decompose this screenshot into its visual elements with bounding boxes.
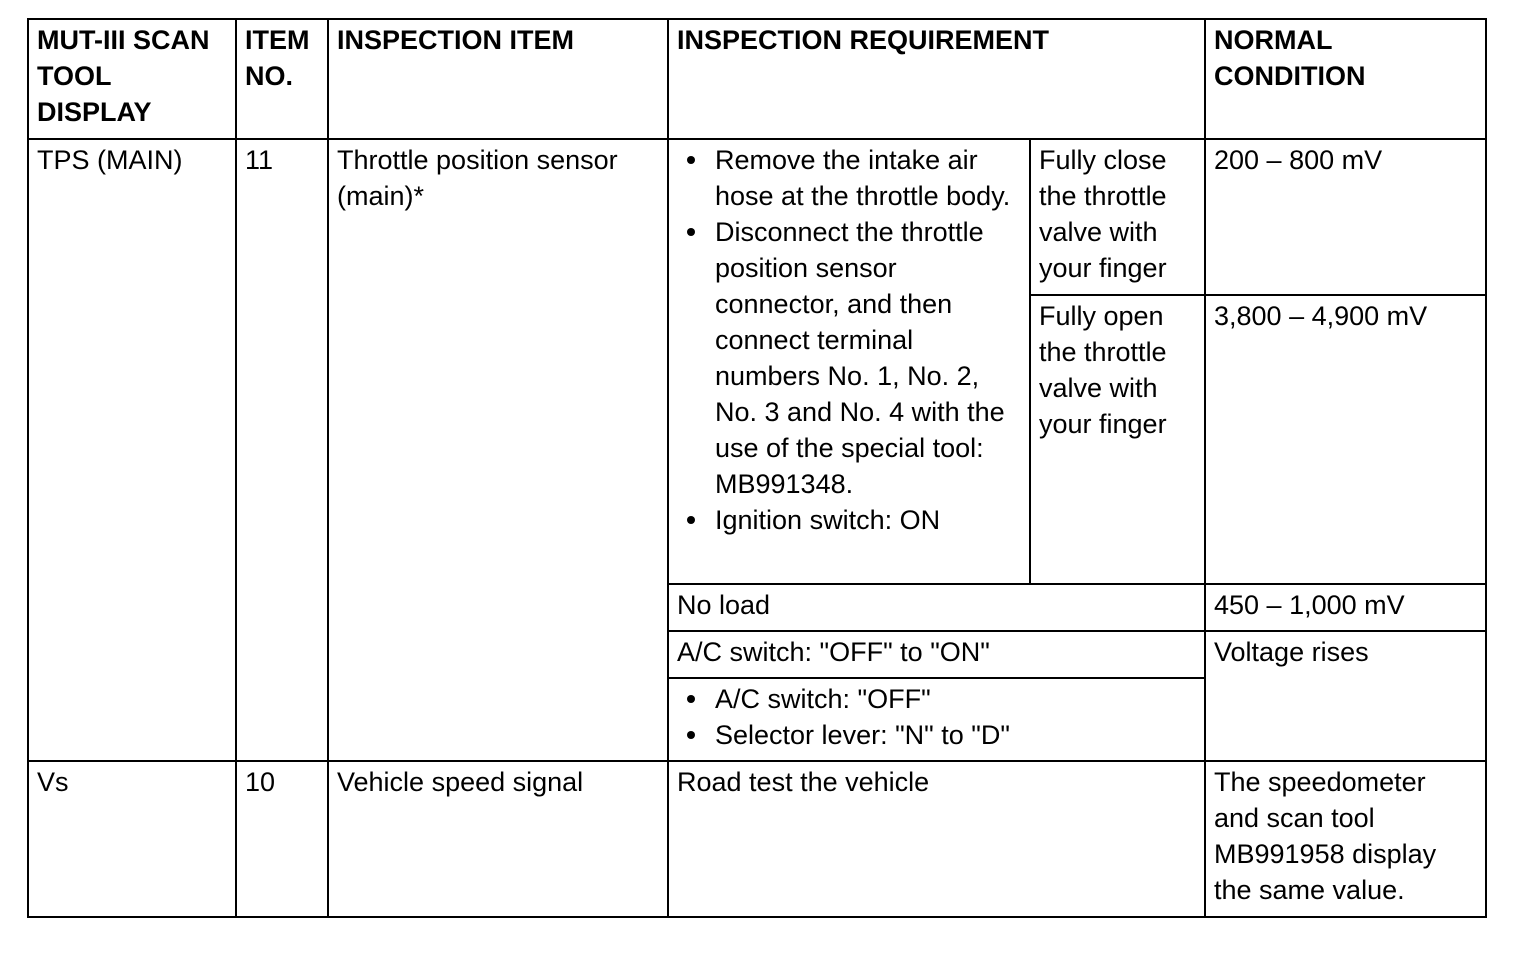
list-item: Disconnect the throttle position sensor connector, and then connect terminal numbers No. 1, No. 2, No. 3 and No. 4 with the use of the special tool: MB991348. <box>677 214 1021 502</box>
vs-normal-cell: The speedometer and scan tool MB991958 display the same value. <box>1205 761 1486 917</box>
vs-display-cell: Vs <box>28 761 236 917</box>
tps-display-cell: TPS (MAIN) <box>28 139 236 761</box>
ac-normal-cell: Voltage rises <box>1205 631 1486 761</box>
header-display: MUT-III SCAN TOOL DISPLAY <box>28 19 236 139</box>
list-item: A/C switch: "OFF" <box>677 681 1196 717</box>
tps-sub-open-cell: Fully open the throttle valve with your finger <box>1030 295 1205 584</box>
list-item: Selector lever: "N" to "D" <box>677 717 1196 753</box>
header-item-no: ITEM NO. <box>236 19 328 139</box>
vs-requirement-cell: Road test the vehicle <box>668 761 1205 917</box>
table-row-tps-closed <box>28 139 1486 295</box>
tps-sub-closed-cell: Fully close the throttle valve with your finger <box>1030 139 1205 295</box>
tps-normal-closed-cell: 200 – 800 mV <box>1205 139 1486 295</box>
no-load-normal-cell: 450 – 1,000 mV <box>1205 584 1486 631</box>
vs-inspection-item-cell: Vehicle speed signal <box>328 761 668 917</box>
list-item: Remove the intake air hose at the throttle body. <box>677 142 1021 214</box>
ac-requirement-cell: A/C switch: "OFF" to "ON" <box>668 631 1205 678</box>
table-row-vs <box>28 761 1486 917</box>
selector-requirement-cell <box>668 678 1205 761</box>
tps-item-no-cell: 11 <box>236 139 328 761</box>
tps-normal-open-cell: 3,800 – 4,900 mV <box>1205 295 1486 584</box>
header-inspection-item: INSPECTION ITEM <box>328 19 668 139</box>
tps-requirement-cell <box>668 139 1030 584</box>
list-item: Ignition switch: ON <box>677 502 1021 538</box>
tps-requirement-list <box>677 142 1021 538</box>
vs-item-no-cell: 10 <box>236 761 328 917</box>
selector-requirement-list <box>677 681 1196 753</box>
no-load-requirement-cell: No load <box>668 584 1205 631</box>
header-normal-condition: NORMAL CONDITION <box>1205 19 1486 139</box>
tps-inspection-item-cell: Throttle position sensor (main)* <box>328 139 668 761</box>
inspection-table <box>27 18 1487 918</box>
header-row <box>28 19 1486 139</box>
header-inspection-requirement: INSPECTION REQUIREMENT <box>668 19 1205 139</box>
